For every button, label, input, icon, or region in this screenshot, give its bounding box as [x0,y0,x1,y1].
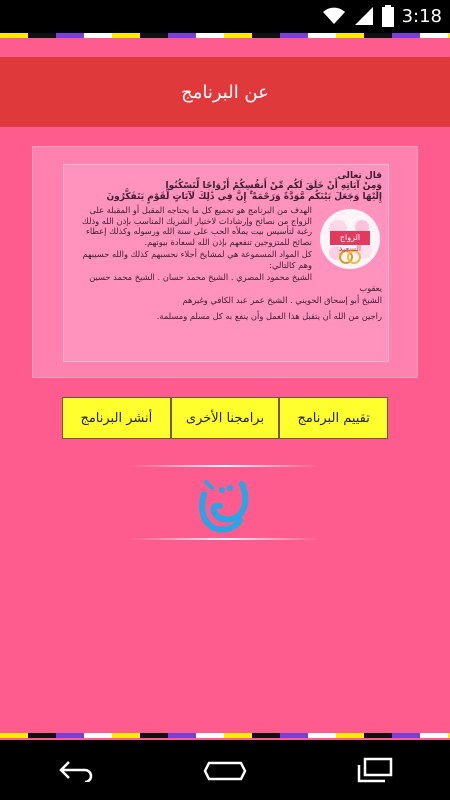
wifi-icon [322,6,346,26]
action-bar [0,57,450,127]
page-title: عن البرنامج [181,81,269,103]
sheikhs-line-1: الشيخ محمود المصري . الشيخ محمد حسان . الشيخ محمد حسين يعقوب [89,272,382,293]
status-bar [0,0,450,33]
calligraphy-logo-icon [192,474,254,534]
back-icon [55,758,95,782]
rings-illustration [318,207,382,271]
recents-icon [357,757,393,783]
logo-text-1: الزواج [339,233,361,242]
status-icons [322,5,442,27]
home-icon [203,759,247,781]
rate-app-button[interactable]: تقييم البرنامج [279,397,388,439]
verse-line-2: إِلَيْهَا وَجَعَلَ بَيْنَكُم مَّوَدَّةً وَرَحْمَةً ۚ إِنَّ فِي ذَٰلِكَ لَآيَاتٍ لِّقَوْمٍ يَتَفَكَّرُونَ [106,192,382,202]
navigation-bar [0,740,450,800]
recents-button[interactable] [345,750,405,790]
closing-prayer: راجين من الله أن يتقبل هذا العمل وأن ينفع به كل مسلم ومسلمة. [156,310,382,321]
action-buttons [62,397,388,439]
battery-icon [382,5,394,27]
back-button[interactable] [45,750,105,790]
share-app-button[interactable]: أنشر البرنامج [62,397,171,439]
signal-icon [354,6,374,26]
other-apps-button[interactable]: برامجنا الأخرى [171,397,280,439]
status-time: 3:18 [401,5,442,27]
sheikhs-line-2: الشيخ أبو إسحاق الحويني . الشيخ عمر عبد الكافي وغيرهم [182,295,382,305]
home-button[interactable] [195,750,255,790]
program-goal: الهدف من البرنامج هو تجميع كل ما يحتاجه المقبل أو المقبلة على الزواج من نصائح وإرشادات لاختيار الشريك المناسب بإذن الله وذلك رغبة لتأسيس بيت يملأه الحب على سنة الله ورسوله وكذلك إعطاء نصائح للمتزوجين تنفعهم بإذن الله لسعادة بيوتهم. [81,205,312,247]
verse-line-1: وَمِنْ آيَاتِهِ أَنْ خَلَقَ لَكُم مِّنْ أَنفُسِكُمْ أَزْوَاجًا لِّتَسْكُنُوا [165,181,382,191]
about-content [63,164,389,362]
about-card [32,146,418,378]
happy-marriage-logo [318,207,382,271]
audio-materials: كل المواد المسموعة هي لمشايخ أجلاء نحسبهم كذلك والله حسيبهم وهم كالتالي: [82,249,312,270]
separator-bottom [130,538,320,540]
decorative-stripe-bottom [0,733,450,738]
logo-text-2: السعيد [338,244,362,253]
developer-logo[interactable] [192,474,254,534]
decorative-stripe-top [0,33,450,38]
separator-top [130,465,320,467]
verse-intro: قال تعالى [337,171,382,181]
